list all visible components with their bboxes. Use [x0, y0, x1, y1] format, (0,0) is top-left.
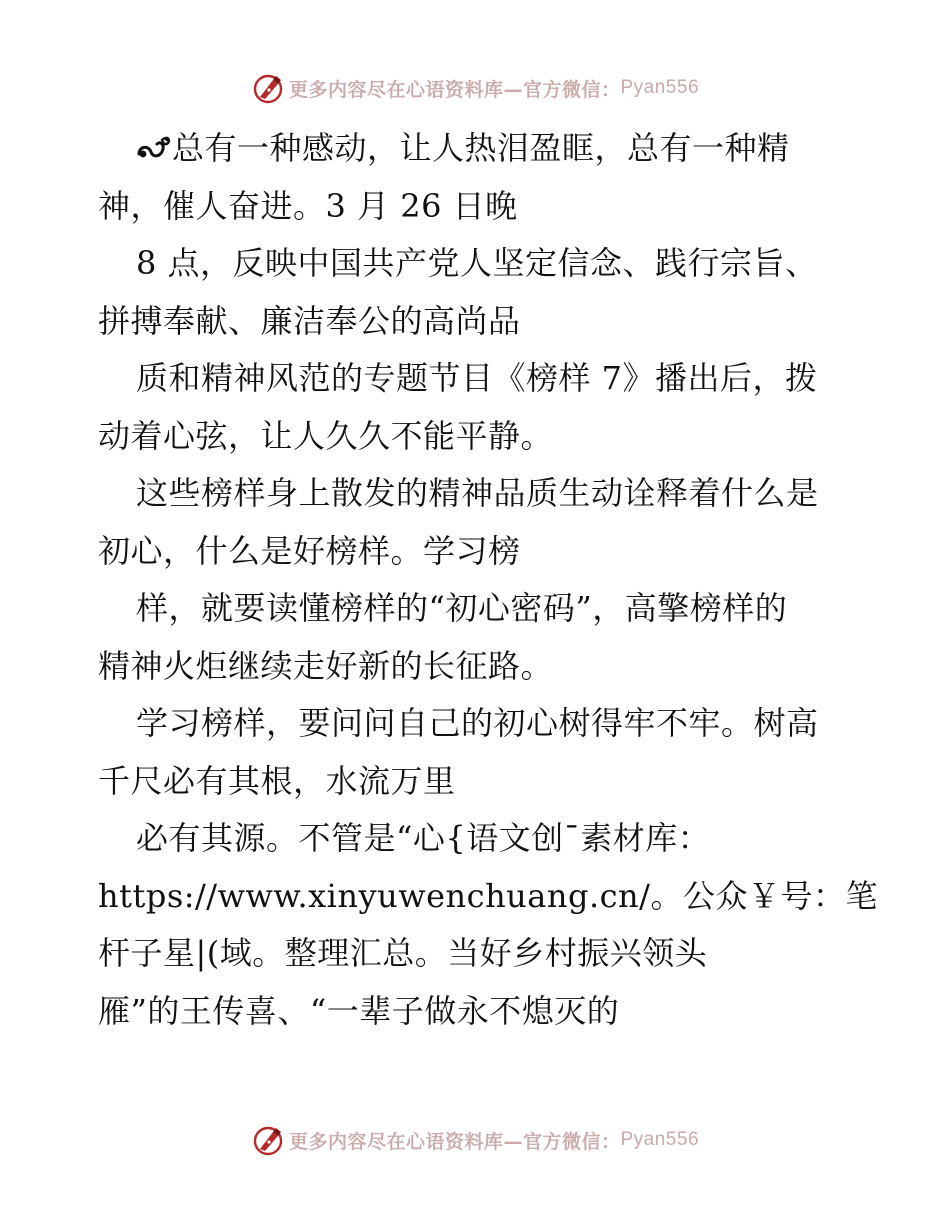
body-line-text: 总有一种感动，让人热泪盈眶，总有一种精 [172, 129, 790, 167]
pen-nib-circle-icon [251, 71, 285, 105]
body-line-15: 杆子星|(域。整理汇总。当好乡村振兴领头 [98, 934, 708, 972]
body-line-13: 必有其源。不管是“心{语文创¯素材库： [136, 819, 711, 857]
header-watermark-banner [0, 68, 950, 108]
body-line-9: 样，就要读懂榜样的“初心密码”，高擎榜样的 [136, 589, 788, 627]
body-line-10: 精神火炬继续走好新的长征路。 [98, 646, 554, 685]
body-line-6: 动着心弦，让人久久不能平静。 [98, 416, 554, 455]
footer-watermark-banner [0, 1120, 950, 1160]
body-line-5: 质和精神风范的专题节目《榜样 7》播出后，拨 [136, 359, 818, 397]
body-line-11: 学习榜样，要问问自己的初心树得牢不牢。树高 [136, 704, 819, 742]
body-line-8: 初心，什么是好榜样。学习榜 [98, 531, 521, 570]
body-line-16: 雁”的王传喜、“一辈子做永不熄灭的 [98, 991, 620, 1030]
footer-watermark-text: 更多内容尽在心语资料库—官方微信： [288, 1130, 621, 1153]
pen-nib-circle-icon [251, 1123, 285, 1157]
header-watermark-wechat-id: Pyan556 [620, 77, 700, 98]
body-line-7: 这些榜样身上散发的精神品质生动诠释着什么是 [136, 474, 819, 512]
body-line-14: https://www.xinyuwenchuang.cn/。公众￥号：笔 [98, 876, 878, 915]
body-line-2: 神，催人奋进。3 月 26 日晚 [98, 186, 518, 225]
body-line-3: 8 点，反映中国共产党人坚定信念、践行宗旨、 [136, 244, 818, 282]
document-body [98, 120, 878, 1040]
body-line-1 [98, 120, 858, 178]
body-line-4: 拼搏奉献、廉洁奉公的高尚品 [98, 301, 521, 340]
flower-bullet-icon [136, 132, 172, 162]
header-watermark-text: 更多内容尽在心语资料库—官方微信： [288, 78, 621, 101]
body-line-12: 千尺必有其根，水流万里 [98, 761, 456, 800]
footer-watermark-wechat-id: Pyan556 [620, 1129, 700, 1150]
